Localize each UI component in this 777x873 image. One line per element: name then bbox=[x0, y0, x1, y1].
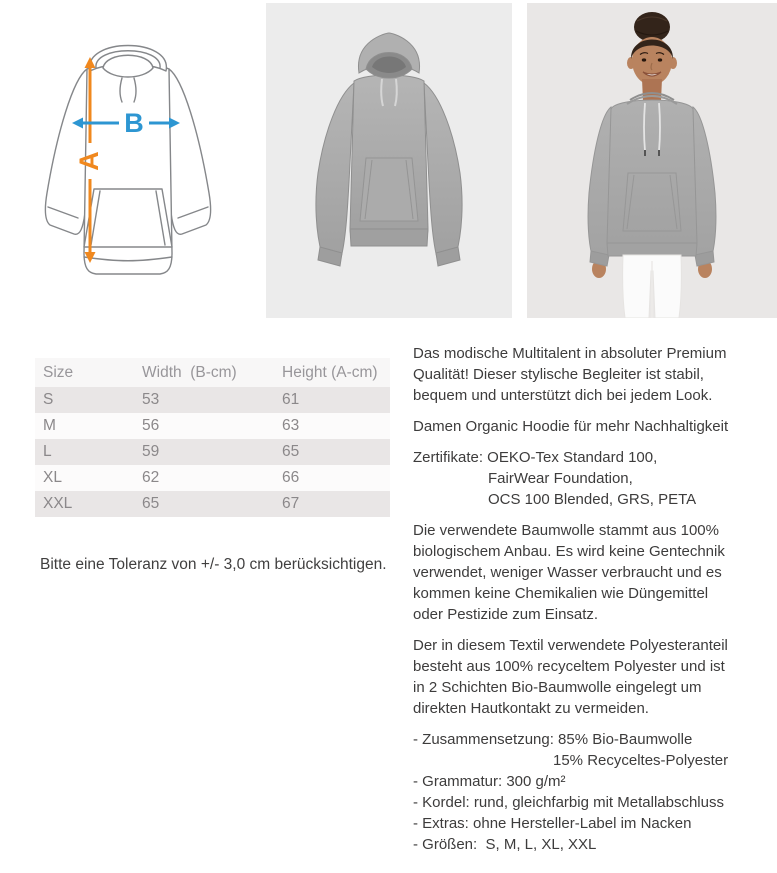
table-row bbox=[35, 491, 390, 517]
size-cell: XXL bbox=[35, 491, 134, 517]
hoodie-illustration bbox=[266, 3, 512, 318]
description-subtitle bbox=[413, 416, 777, 437]
text-line: Der in diesem Textil verwendete Polyesteranteil bbox=[413, 637, 728, 654]
column-header-size: Size bbox=[35, 358, 134, 387]
tolerance-note: Bitte eine Toleranz von +/- 3,0 cm berücksichtigen. bbox=[40, 556, 387, 573]
text-line: Damen Organic Hoodie für mehr Nachhaltigkeit bbox=[413, 418, 729, 435]
table-row bbox=[35, 465, 390, 491]
text-line: biologischem Anbau. Es wird keine Gentechnik bbox=[413, 543, 725, 560]
height-cell: 63 bbox=[274, 413, 390, 439]
size-cell: M bbox=[35, 413, 134, 439]
model-head bbox=[627, 12, 677, 101]
text-line: Die verwendete Baumwolle stammt aus 100% bbox=[413, 522, 719, 539]
model-photo bbox=[527, 3, 777, 318]
height-arrow-label: A bbox=[74, 151, 104, 171]
size-cell: S bbox=[35, 387, 134, 413]
spec-line: - Grammatur: 300 g/m² bbox=[413, 773, 566, 790]
width-cell: 53 bbox=[134, 387, 274, 413]
certificates-block bbox=[413, 447, 777, 510]
text-line: Qualität! Dieser stylische Begleiter ist stabil, bbox=[413, 366, 704, 383]
model-hoodie bbox=[588, 93, 716, 278]
size-cell: L bbox=[35, 439, 134, 465]
height-cell: 66 bbox=[274, 465, 390, 491]
text-line: besteht aus 100% recyceltem Polyester und ist bbox=[413, 658, 725, 675]
product-description bbox=[413, 343, 777, 865]
spec-line: - Kordel: rund, gleichfarbig mit Metallabschluss bbox=[413, 794, 724, 811]
height-cell: 67 bbox=[274, 491, 390, 517]
text-line: in 2 Schichten Bio-Baumwolle eingelegt um bbox=[413, 679, 702, 696]
text-line: OCS 100 Blended, GRS, PETA bbox=[488, 491, 697, 508]
width-cell: 59 bbox=[134, 439, 274, 465]
spec-line: 15% Recyceltes-Polyester bbox=[553, 752, 729, 769]
text-line: oder Pestizide zum Einsatz. bbox=[413, 606, 599, 623]
width-cell: 56 bbox=[134, 413, 274, 439]
text-line: direkten Hautkontakt zu vermeiden. bbox=[413, 700, 649, 717]
table-row bbox=[35, 387, 390, 413]
cotton-paragraph bbox=[413, 520, 777, 625]
size-diagram bbox=[33, 20, 223, 302]
width-arrow-label: B bbox=[124, 108, 144, 138]
table-row bbox=[35, 413, 390, 439]
text-line: verwendet, weniger Wasser verbraucht und es bbox=[413, 564, 722, 581]
text-line: bequem und unterstützt dich bei jedem Look. bbox=[413, 387, 713, 404]
specs-list bbox=[413, 729, 777, 855]
size-table bbox=[35, 358, 390, 517]
column-header-height: Height (A-cm) bbox=[274, 358, 390, 387]
width-cell: 65 bbox=[134, 491, 274, 517]
model-pants bbox=[623, 255, 682, 318]
text-line: kommen keine Chemikalien wie Düngemittel bbox=[413, 585, 709, 602]
spec-line: - Zusammensetzung: 85% Bio-Baumwolle bbox=[413, 731, 693, 748]
table-row bbox=[35, 439, 390, 465]
width-cell: 62 bbox=[134, 465, 274, 491]
text-line: FairWear Foundation, bbox=[488, 470, 633, 487]
text-line: Zertifikate: OEKO-Tex Standard 100, bbox=[413, 449, 658, 466]
size-table-header-row bbox=[35, 358, 390, 387]
height-cell: 65 bbox=[274, 439, 390, 465]
hoodie-outline-drawing bbox=[33, 20, 223, 302]
size-cell: XL bbox=[35, 465, 134, 491]
model-illustration bbox=[527, 3, 777, 318]
polyester-paragraph bbox=[413, 635, 777, 719]
description-intro bbox=[413, 343, 777, 406]
pocket-outline bbox=[84, 189, 172, 247]
column-header-width: Width (B-cm) bbox=[134, 358, 274, 387]
text-line: Das modische Multitalent in absoluter Premium bbox=[413, 345, 727, 362]
product-photo bbox=[266, 3, 512, 318]
spec-line: - Extras: ohne Hersteller-Label im Nacken bbox=[413, 815, 692, 832]
spec-line: - Größen: S, M, L, XL, XXL bbox=[413, 836, 597, 853]
height-cell: 61 bbox=[274, 387, 390, 413]
